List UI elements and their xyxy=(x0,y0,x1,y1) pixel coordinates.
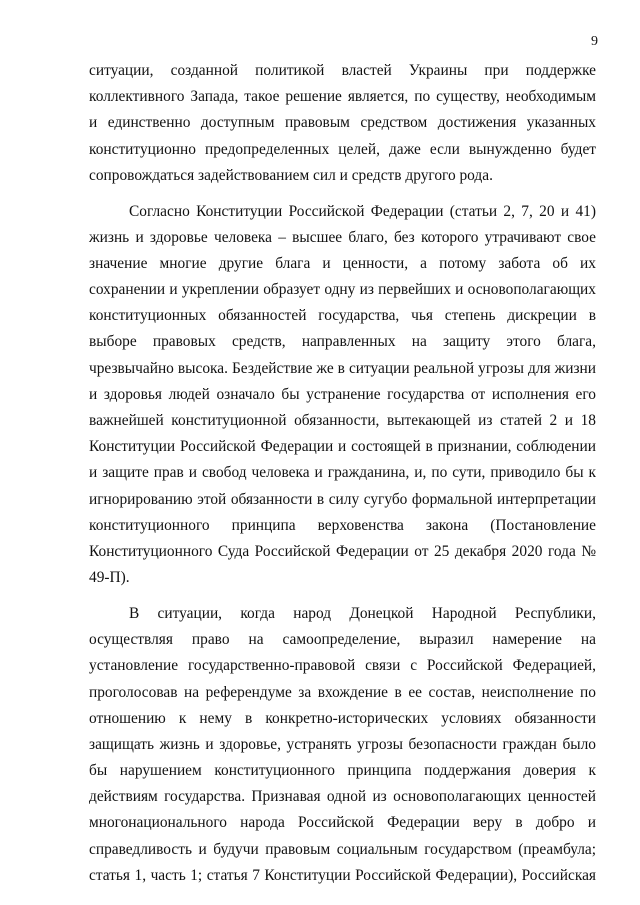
text-line: сохранении и укреплении образует одну из первейших и основополагающих xyxy=(89,281,596,299)
text-line: бы нарушением конституционного принципа поддержания доверия к xyxy=(89,762,596,780)
paragraph-gap xyxy=(89,189,596,199)
text-line: коллективного Запада, такое решение является, по существу, необходимым xyxy=(89,88,596,106)
text-line: выборе правовых средств, направленных на защиту этого блага, xyxy=(89,333,596,351)
text-line: проголосовав на референдуме за вхождение в ее состав, неисполнение по xyxy=(89,683,596,701)
text-line: Согласно Конституции Российской Федерации (статьи 2, 7, 20 и 41) xyxy=(129,202,596,220)
text-line: конституционно предопределенных целей, даже если вынужденно будет xyxy=(89,140,596,158)
text-line: конституционного принципа верховенства закона (Постановление xyxy=(89,516,596,534)
paragraph-gap xyxy=(89,591,596,601)
text-line: справедливость и будучи правовым социальным государством (преамбула; xyxy=(89,840,596,858)
text-line: установление государственно-правовой связи с Российской Федерацией, xyxy=(89,657,596,675)
text-line: Конституции Российской Федерации и состоящей в признании, соблюдении xyxy=(89,438,596,456)
document-body xyxy=(89,58,596,889)
text-line: конституционных обязанностей государства, чья степень дискреции в xyxy=(89,307,596,325)
text-line: осуществляя право на самоопределение, выразил намерение на xyxy=(89,631,596,649)
text-line: жизнь и здоровье человека – высшее благо, без которого утрачивают свое xyxy=(89,228,596,246)
text-line: 49-П). xyxy=(89,569,130,587)
text-line: отношению к нему в конкретно-исторических условиях обязанности xyxy=(89,709,596,727)
paragraph xyxy=(89,199,596,592)
text-line: чрезвычайно высока. Бездействие же в ситуации реальной угрозы для жизни xyxy=(89,359,596,377)
text-line: Конституционного Суда Российской Федерации от 25 декабря 2020 года № xyxy=(89,542,596,560)
page-number: 9 xyxy=(591,34,598,49)
text-line: сопровождаться задействованием сил и средств другого рода. xyxy=(89,166,493,184)
text-line: игнорированию этой обязанности в силу сугубо формальной интерпретации xyxy=(89,490,596,508)
text-line: и здоровья людей означало бы устранение государства от исполнения его xyxy=(89,385,596,403)
paragraph xyxy=(89,58,596,189)
text-line: ситуации, созданной политикой властей Украины при поддержке xyxy=(89,62,596,79)
text-line: важнейшей конституционной обязанности, вытекающей из статей 2 и 18 xyxy=(89,412,596,430)
text-line: многонационального народа Российской Федерации веру в добро и xyxy=(89,814,596,832)
text-line: значение многие другие блага и ценности, а потому забота об их xyxy=(89,254,596,272)
text-line: и единственно доступным правовым средством достижения указанных xyxy=(89,114,596,132)
paragraph xyxy=(89,601,596,889)
text-line: статья 1, часть 1; статья 7 Конституции Российской Федерации), Российская xyxy=(89,866,596,884)
text-line: действиям государства. Признавая одной из основополагающих ценностей xyxy=(89,788,596,806)
text-line: В ситуации, когда народ Донецкой Народной Республики, xyxy=(129,604,596,622)
text-line: и защите прав и свобод человека и гражданина, и, по сути, приводило бы к xyxy=(89,464,596,482)
text-line: защищать жизнь и здоровье, устранять угрозы безопасности граждан было xyxy=(89,735,596,753)
